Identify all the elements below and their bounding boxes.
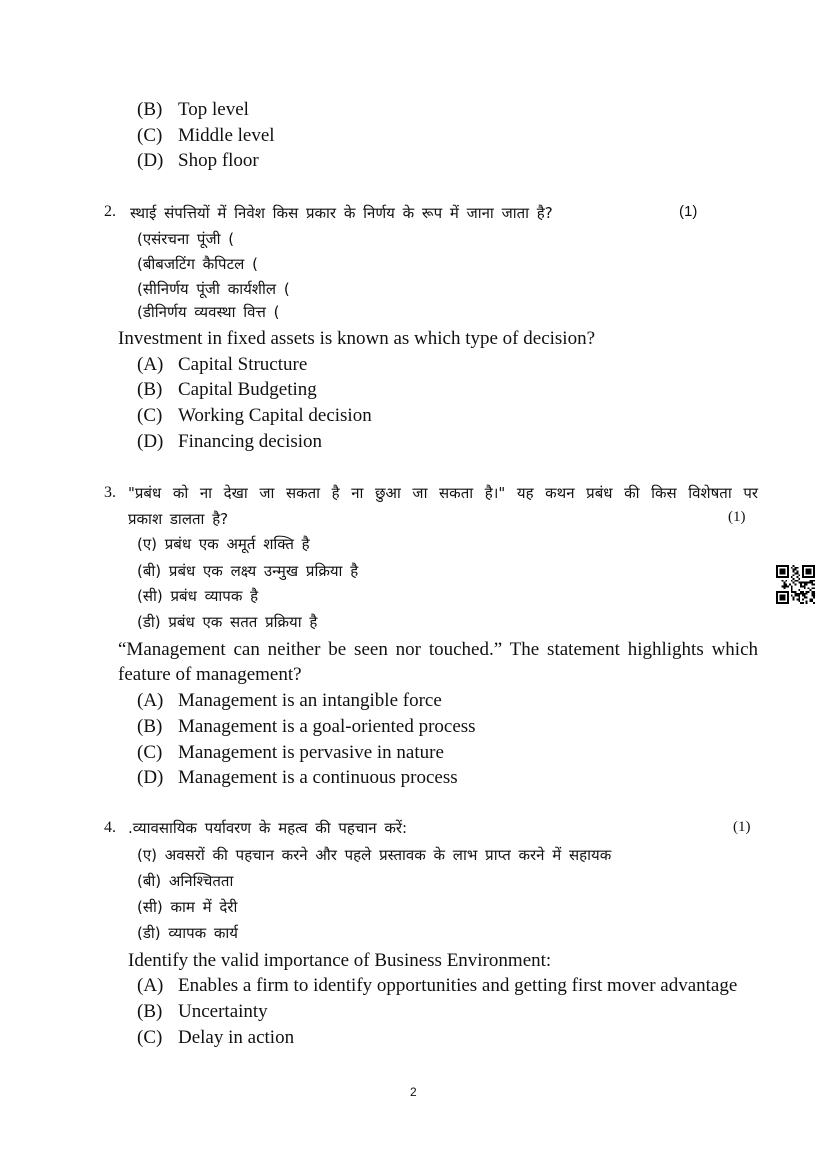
hindi-option: (बी) अनिश्चितता	[137, 872, 234, 890]
option-c: (C) Working Capital decision	[137, 405, 372, 426]
page-number: 2	[410, 1085, 417, 1099]
option-b: (B) Uncertainty	[137, 1001, 268, 1022]
hindi-option: (एसंरचना पूंजी (	[137, 230, 235, 248]
question-number: 3.	[104, 484, 116, 501]
question-hindi-cont: प्रकाश डालता है?	[128, 510, 229, 528]
option-c: (C) Middle level	[137, 125, 275, 146]
question-hindi: स्थाई संपत्तियों में निवेश किस प्रकार के निर्णय के रूप में जाना जाता है?	[130, 204, 553, 222]
qr-code-icon	[776, 565, 815, 604]
option-d: (D) Management is a continuous process	[137, 767, 458, 788]
question-english: “Management can neither be seen nor touched.” The statement highlights which	[118, 639, 758, 660]
option-c: (C) Management is pervasive in nature	[137, 742, 444, 763]
hindi-option: (बी) प्रबंध एक लक्ष्य उन्मुख प्रक्रिया है	[137, 562, 359, 580]
question-number: 2.	[104, 203, 116, 220]
question-marks: (1)	[728, 509, 746, 525]
question-hindi: "प्रबंध को ना देखा जा सकता है ना छुआ जा सकता है।" यह कथन प्रबंध की किस विशेषता पर	[128, 484, 758, 502]
question-marks: (1)	[733, 819, 751, 835]
question-english: Investment in fixed assets is known as which type of decision?	[118, 328, 596, 349]
option-a: (A) Capital Structure	[137, 354, 308, 375]
option-a: (A) Management is an intangible force	[137, 690, 442, 711]
question-hindi: .व्यावसायिक पर्यावरण के महत्व की पहचान करें:	[128, 819, 408, 837]
question-english-cont: feature of management?	[118, 664, 302, 685]
option-b: (B) Top level	[137, 99, 249, 120]
hindi-option: (डी) व्यापक कार्य	[137, 924, 239, 942]
option-a: (A) Enables a firm to identify opportunities and getting first mover advantage	[137, 975, 738, 996]
option-d: (D) Financing decision	[137, 431, 323, 452]
option-b: (B) Capital Budgeting	[137, 379, 317, 400]
option-b: (B) Management is a goal-oriented process	[137, 716, 476, 737]
hindi-option: (ए) प्रबंध एक अमूर्त शक्ति है	[137, 535, 310, 553]
option-c: (C) Delay in action	[137, 1027, 295, 1048]
hindi-option: (सी) काम में देरी	[137, 898, 238, 916]
hindi-option: (सी) प्रबंध व्यापक है	[137, 587, 259, 605]
hindi-option: (सीनिर्णय पूंजी कार्यशील (	[137, 280, 290, 298]
hindi-option: (डीनिर्णय व्यवस्था वित्त (	[137, 303, 280, 321]
question-number: 4.	[104, 819, 116, 836]
question-marks: (1)	[679, 203, 698, 220]
question-english: Identify the valid importance of Business Environment:	[128, 950, 552, 971]
option-d: (D) Shop floor	[137, 150, 259, 171]
hindi-option: (डी) प्रबंध एक सतत प्रक्रिया है	[137, 613, 318, 631]
hindi-option: (ए) अवसरों की पहचान करने और पहले प्रस्तावक के लाभ प्राप्त करने में सहायक	[137, 846, 612, 864]
hindi-option: (बीबजटिंग कैपिटल (	[137, 255, 258, 273]
